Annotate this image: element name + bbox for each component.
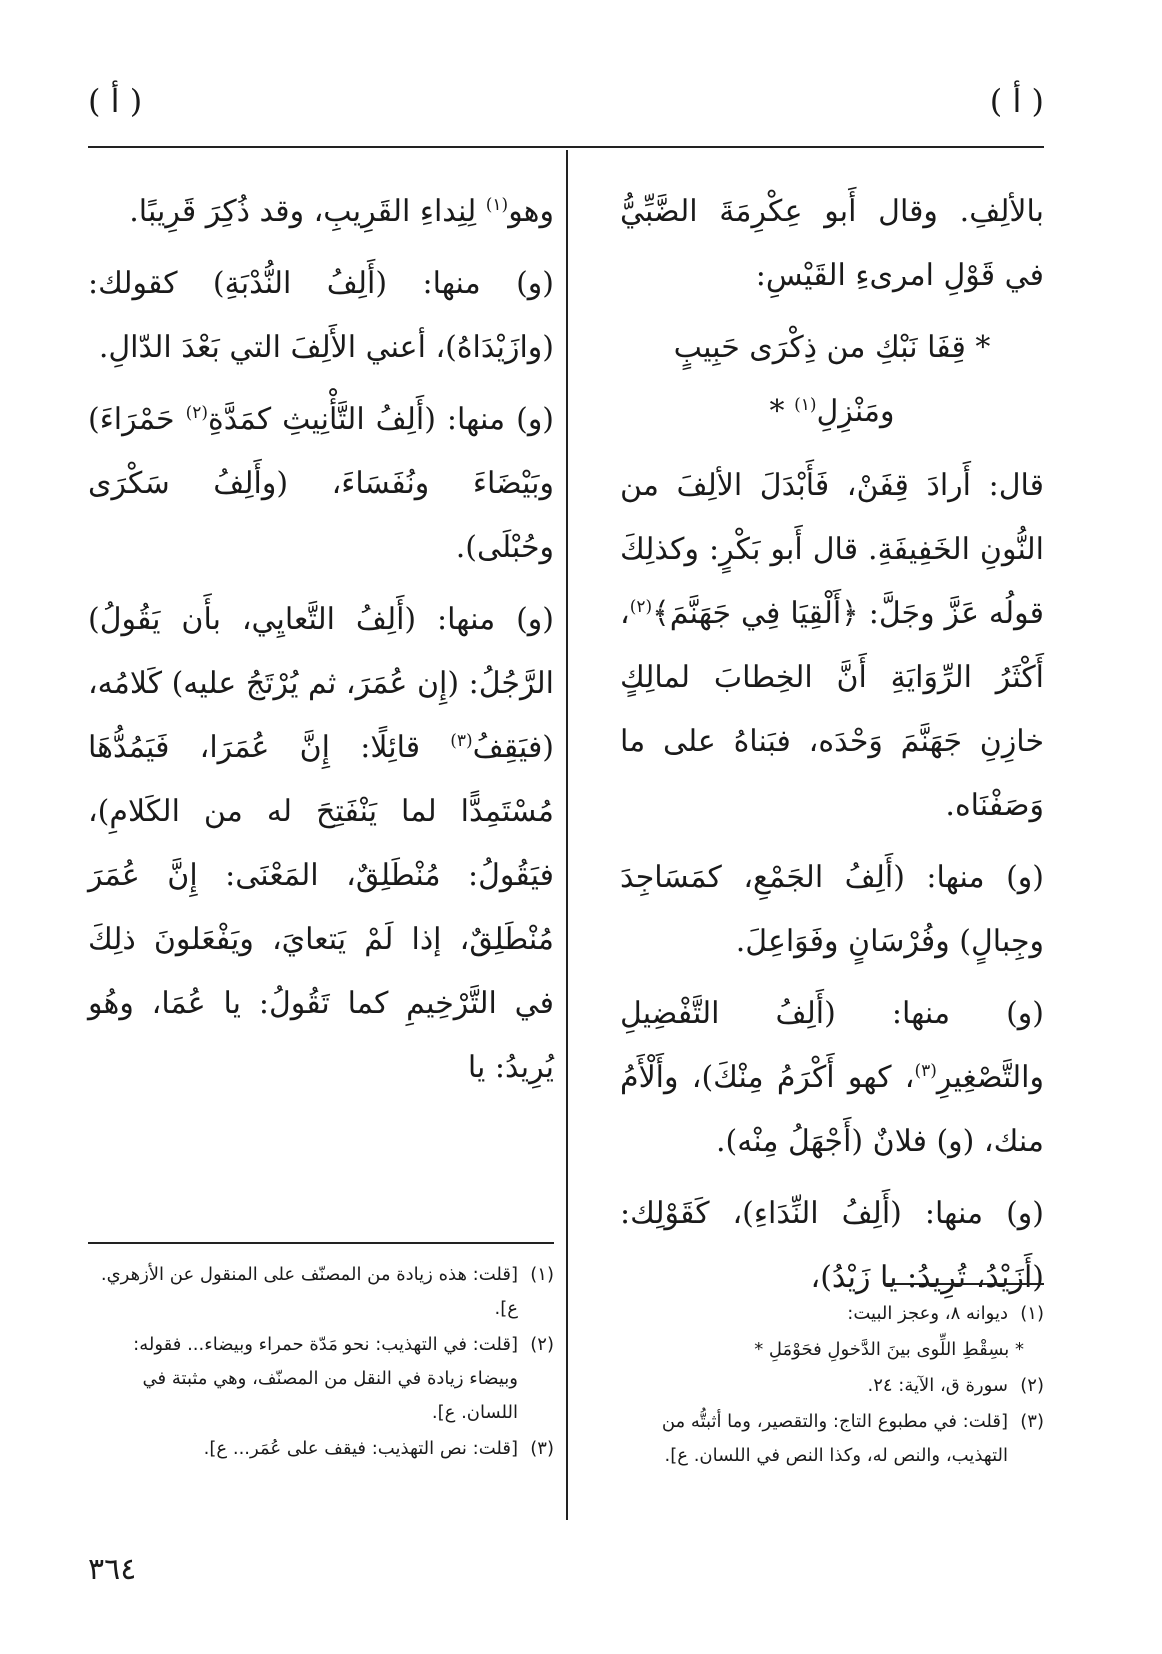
column-divider	[566, 150, 568, 1520]
header-letter-left: ( أ )	[88, 82, 143, 120]
left-footnote-rule	[88, 1242, 554, 1244]
footnote-ref: (٢)	[185, 403, 209, 423]
right-paragraph-1: بالألِفِ. وقال أَبو عِكْرِمَةَ الضَّبِّيُّ في قَوْلِ امرىءِ القَيْسِ:	[620, 194, 1044, 293]
left-column	[88, 180, 554, 1108]
right-footnotes	[620, 1297, 1044, 1475]
right-footnote-rule	[884, 1283, 1044, 1285]
left-paragraph-1: وهو$^{(١)}$ لِنِداءِ القَرِيبِ، وقد ذُكِرَ قَرِيبًا.	[129, 194, 554, 229]
footnote-ref: (٢)	[629, 597, 653, 617]
right-column	[620, 180, 1044, 1318]
footnote: (١)[قلت: هذه زيادة من المصنّف على المنقول عن الأزهري. ع].	[100, 1264, 554, 1319]
footnote-ref: (٣)	[914, 1061, 937, 1081]
footnote-verse: * بسِقْطِ اللِّوى بينَ الدَّخولِ فحَوْمَلِ *	[754, 1339, 1024, 1360]
right-paragraph-4: (و) منها: (أَلِفُ التَّفْضِيلِ والتَّصْغِيرِ$^{(٣)}$، كهو أَكْرَمُ مِنْكَ)، وأَلْأَمُ منك، (و) فلانٌ (أَجْهَلُ مِنْه).	[620, 996, 1044, 1159]
footnote: (٣)[قلت: نص التهذيب: فيقف على عُمَر... ع].	[203, 1438, 554, 1459]
right-paragraph-3: (و) منها: (أَلِفُ الجَمْعِ، كمَسَاجِدَ وجِبالٍ) وفُرْسَانٍ وفَوَاعِلَ.	[620, 860, 1044, 959]
footnote-ref: (١)	[794, 395, 817, 415]
verse-line: * قِفَا نَبْكِ من ذِكْرَى حَبِيبٍ ومَنْزِلِ$^{(١)}$ *	[673, 330, 991, 429]
footnote: (١)ديوانه ٨، وعجز البيت:	[847, 1303, 1044, 1324]
left-paragraph-2: (و) منها: (أَلِفُ النُّدْبَةِ) كقولك: (وازَيْدَاهُ)، أعني الأَلِفَ التي بَعْدَ الدّالِ.	[88, 266, 554, 365]
right-paragraph-2: قال: أَرادَ قِفَنْ، فَأَبْدَلَ الألِفَ من النُّونِ الخَفِيفَةِ. قال أَبو بَكْرٍ: وكذلِكَ قولُه عَزَّ وجَلَّ: ﴿أَلْقِيَا فِي جَهَنَّمَ﴾$^{(٢)}$، أَكْثَرُ الرِّوَايَةِ أَنَّ الخِطابَ لمالِكٍ خازِنِ جَهَنَّمَ وَحْدَه، فبَناهُ على ما وَصَفْنَاه.	[620, 468, 1044, 823]
left-footnotes	[88, 1258, 554, 1468]
header-rule	[88, 146, 1044, 148]
right-paragraph-5: (و) منها: (أَلِفُ النِّدَاءِ)، كَقَوْلِك: (أَزَيْدُ، تُرِيدُ: يا زَيْدُ)،	[620, 1196, 1044, 1295]
header-letter-right: ( أ )	[989, 82, 1044, 120]
footnote-ref: (٣)	[450, 731, 473, 751]
footnote-ref: (١)	[485, 195, 509, 215]
footnote: (٢)سورة ق، الآية: ٢٤.	[867, 1375, 1044, 1396]
footnote: (٢)[قلت: في التهذيب: نحو مَدّة حمراء وبيضاء... فقوله: وبيضاء زيادة في النقل من المصنّف، وهي مثبتة في اللسان. ع].	[133, 1334, 554, 1423]
left-paragraph-3: (و) منها: (أَلِفُ التَّأْنِيثِ كمَدَّةِ$^{(٢)}$ حَمْرَاءَ) وبَيْضَاءَ ونُفَسَاءَ، (وأَلِفُ سَكْرَى وحُبْلَى).	[88, 402, 555, 565]
page-number: ٣٦٤	[88, 1552, 137, 1587]
footnote: (٣)[قلت: في مطبوع التاج: والتقصير، وما أثبتُّه من التهذيب، والنص له، وكذا النص في اللسان. ع].	[661, 1411, 1044, 1466]
left-paragraph-4: (و) منها: (أَلِفُ التَّعايِي، بأَن يَقُولُ) الرَّجُلُ: (إِن عُمَرَ، ثم يُرْتَجُ عليه) كَلامُه، (فيَقِفُ$^{(٣)}$ قائِلًا: إِنَّ عُمَرَا، فَيَمُدُّهَا مُسْتَمِدًّا لما يَنْفَتِحَ له من الكَلامِ)، فيَقُولُ: مُنْطَلِقٌ، المَعْنَى: إِنَّ عُمَرَ مُنْطَلِقٌ، إذا لَمْ يَتعايَ، ويَفْعَلونَ ذلِكَ في التَّرْخِيمِ كما تَقُولُ: يا عُمَا، وهُو يُرِيدُ: يا	[88, 602, 554, 1085]
